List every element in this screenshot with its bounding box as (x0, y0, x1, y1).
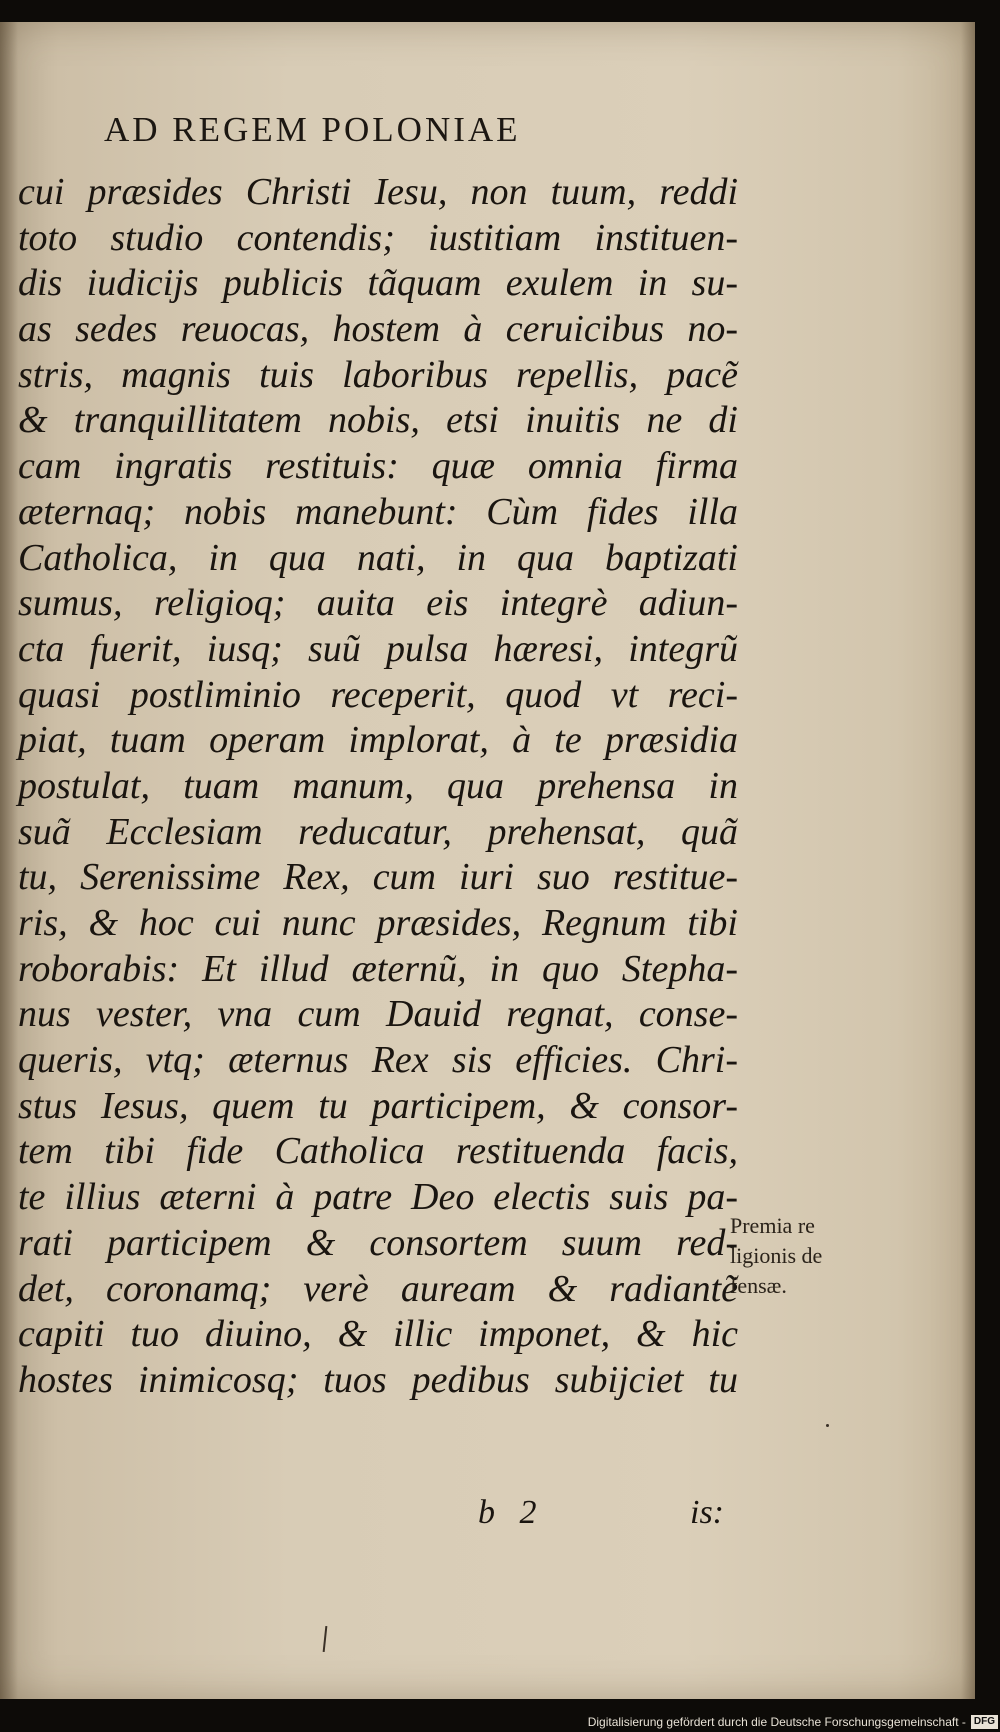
text-line: capiti tuo diuino, & illic imponet, & hic (18, 1313, 738, 1356)
text-line: cui præsides Christi Iesu, non tuum, reddi (18, 171, 738, 213)
marginal-note-line: Premia re (730, 1213, 815, 1238)
running-head: AD REGEM POLONIAE (104, 110, 521, 149)
ink-stroke (323, 1626, 328, 1652)
text-line: dis iudicijs publicis tãquam exulem in su- (18, 262, 738, 305)
marginal-note (730, 1211, 822, 1301)
text-line: det, coronamq; verè auream & radiantẽ (18, 1267, 738, 1310)
text-line: postulat, tuam manum, qua prehensa in (18, 764, 738, 807)
text-line: nus vester, vna cum Dauid regnat, conse- (18, 993, 738, 1036)
text-line: roborabis: Et illud æternũ, in quo Stepha- (18, 947, 738, 990)
signature-mark: b 2 (478, 1494, 537, 1531)
text-line: quasi postliminio receperit, quod vt reci- (18, 673, 738, 716)
text-line: te illius æterni à patre Deo electis suis pa- (18, 1176, 738, 1219)
text-line: queris, vtq; æternus Rex sis efficies. Chri- (18, 1039, 738, 1082)
text-line: æternaq; nobis manebunt: Cùm fides illa (18, 490, 738, 533)
book-page (0, 22, 975, 1699)
marginal-note-line: fensæ. (730, 1273, 787, 1298)
text-line: as sedes reuocas, hostem à ceruicibus no- (18, 308, 738, 351)
text-line: piat, tuam operam implorat, à te præsidia (18, 719, 738, 762)
text-line: stris, magnis tuis laboribus repellis, pacẽ (18, 353, 738, 396)
catchword: is: (690, 1494, 724, 1531)
marginal-note-line: ligionis de (730, 1243, 823, 1268)
text-line: Catholica, in qua nati, in qua baptizati (18, 536, 738, 579)
text-line: cta fuerit, iusq; suũ pulsa hæresi, integrũ (18, 627, 738, 670)
text-line: & tranquillitatem nobis, etsi inuitis ne di (18, 399, 738, 442)
funding-credit: Digitalisierung gefördert durch die Deutsche Forschungsgemeinschaft - (587, 1715, 966, 1729)
text-line: hostes inimicosq; tuos pedibus subijciet tu (18, 1358, 738, 1401)
text-line: rati participem & consortem suum red- (18, 1221, 738, 1264)
digitization-footer (588, 1712, 1000, 1732)
text-line: suã Ecclesiam reducatur, prehensat, quã (18, 810, 738, 853)
text-line: tu, Serenissime Rex, cum iuri suo restitue- (18, 856, 738, 899)
ink-dot (826, 1424, 829, 1427)
text-line: stus Iesus, quem tu participem, & consor- (18, 1084, 738, 1127)
text-line: sumus, religioq; auita eis integrè adiun- (18, 582, 738, 625)
text-line: tem tibi fide Catholica restituenda facis, (18, 1130, 738, 1173)
text-line: cam ingratis restituis: quæ omnia firma (18, 445, 738, 488)
body-text (18, 170, 738, 1404)
text-line: ris, & hoc cui nunc præsides, Regnum tibi (18, 902, 738, 944)
dfg-logo: DFG (971, 1715, 998, 1729)
text-line: toto studio contendis; iustitiam instituen- (18, 216, 738, 259)
